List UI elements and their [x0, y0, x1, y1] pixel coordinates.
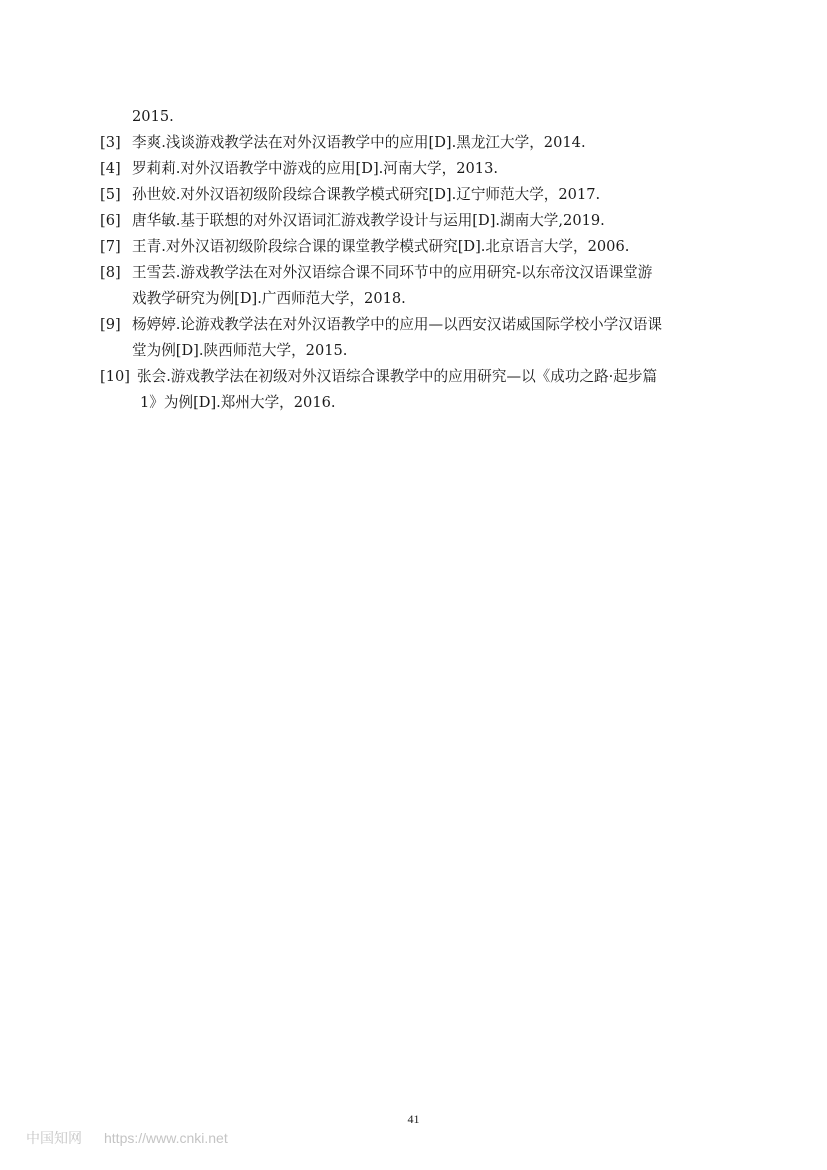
reference-item-continuation [100, 104, 750, 130]
reference-text-line: 堂为例[D].陕西师范大学，2015. [132, 342, 348, 359]
reference-text-line: 罗莉莉.对外汉语教学中游戏的应用[D].河南大学，2013. [132, 160, 499, 177]
page-number: 41 [407, 1112, 420, 1126]
reference-number: [7] [100, 238, 121, 255]
reference-text-line: 王青.对外汉语初级阶段综合课的课堂教学模式研究[D].北京语言大学，2006. [132, 238, 630, 255]
watermark-url: https://www.cnki.net [104, 1130, 228, 1146]
reference-text-line: 李爽.浅谈游戏教学法在对外汉语教学中的应用[D].黑龙江大学，2014. [132, 134, 586, 151]
reference-text-line: 张会.游戏教学法在初级对外汉语综合课教学中的应用研究—以《成功之路·起步篇 [137, 368, 658, 385]
reference-list [100, 104, 750, 416]
reference-number: [9] [100, 316, 121, 333]
reference-text-line: 1》为例[D].郑州大学，2016. [140, 394, 336, 411]
reference-text-line: 唐华敏.基于联想的对外汉语词汇游戏教学设计与运用[D].湖南大学,2019. [132, 212, 605, 229]
reference-text-line: 孙世姣.对外汉语初级阶段综合课教学模式研究[D].辽宁师范大学，2017. [132, 186, 601, 203]
reference-number: [6] [100, 212, 121, 229]
reference-text-line: 2015. [132, 108, 174, 125]
reference-item-6 [100, 208, 750, 234]
watermark-brand: 中国知网 [26, 1130, 82, 1146]
reference-item-8 [100, 260, 750, 312]
reference-item-7 [100, 234, 750, 260]
reference-item-4 [100, 156, 750, 182]
reference-number: [5] [100, 186, 121, 203]
reference-number: [10] [100, 368, 130, 385]
reference-item-5 [100, 182, 750, 208]
cnki-watermark [26, 1128, 228, 1148]
reference-item-3 [100, 130, 750, 156]
reference-text-line: 戏教学研究为例[D].广西师范大学，2018. [132, 290, 406, 307]
reference-item-10 [100, 364, 750, 416]
reference-text-line: 王雪芸.游戏教学法在对外汉语综合课不同环节中的应用研究-以东帝汶汉语课堂游 [132, 264, 653, 281]
reference-number: [4] [100, 160, 121, 177]
reference-item-9 [100, 312, 750, 364]
reference-number: [3] [100, 134, 121, 151]
reference-number: [8] [100, 264, 121, 281]
reference-text-line: 杨婷婷.论游戏教学法在对外汉语教学中的应用—以西安汉诺威国际学校小学汉语课 [132, 316, 663, 333]
